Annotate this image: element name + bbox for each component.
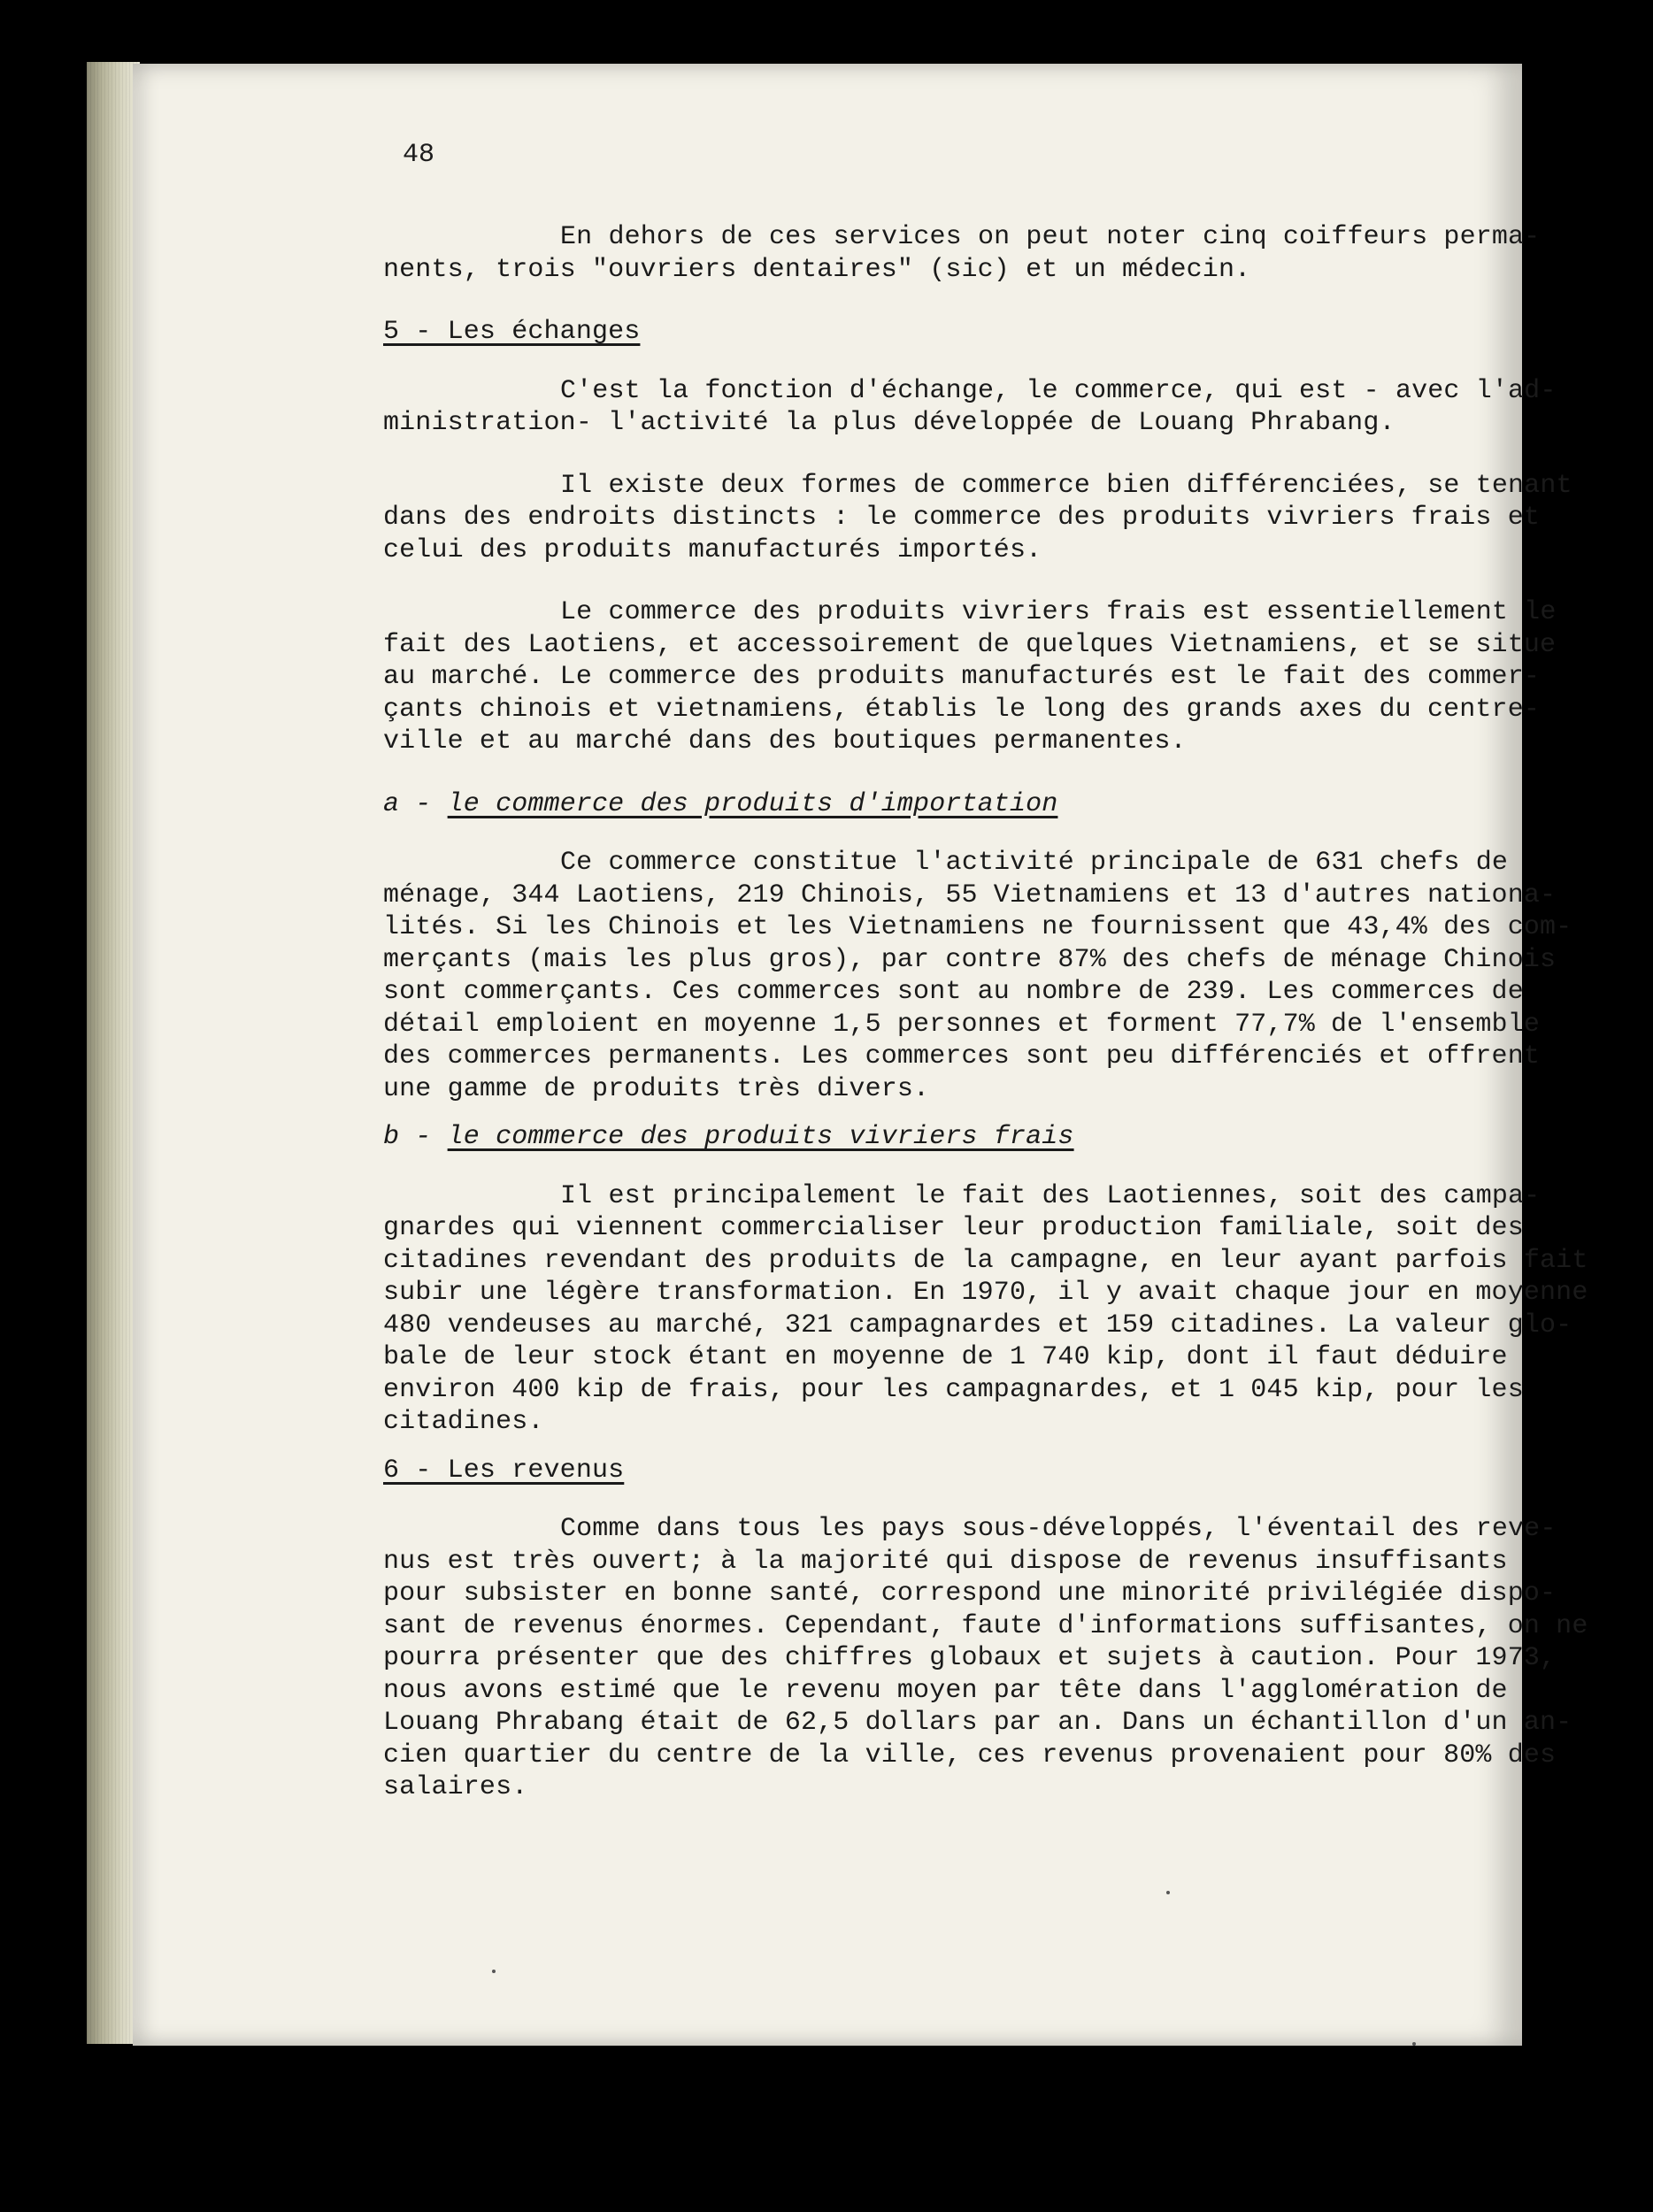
text-line: salaires. xyxy=(383,1772,528,1802)
paper-speck xyxy=(1412,2042,1416,2046)
text-line: détail emploient en moyenne 1,5 personnes et forment 77,7% de l'ensemble xyxy=(383,1009,1541,1040)
text-line: lités. Si les Chinois et les Vietnamiens ne fournissent que 43,4% des com- xyxy=(383,912,1572,942)
subheading-letter: b - xyxy=(383,1122,432,1152)
text-line: En dehors de ces services on peut noter cinq coiffeurs perma- xyxy=(560,222,1541,252)
text-line: Il existe deux formes de commerce bien différenciées, se tenant xyxy=(560,470,1572,501)
text-line: nous avons estimé que le revenu moyen par tête dans l'agglomération de xyxy=(383,1675,1508,1706)
section-heading-revenus: 6 - Les revenus xyxy=(383,1455,625,1486)
text-line: sant de revenus énormes. Cependant, faute d'informations suffisantes, on ne xyxy=(383,1610,1588,1641)
text-line: merçants (mais les plus gros), par contre 87% des chefs de ménage Chinois xyxy=(383,944,1557,975)
text-line: une gamme de produits très divers. xyxy=(383,1073,930,1104)
paragraph xyxy=(383,1513,1588,1804)
paragraph xyxy=(383,1180,1588,1439)
text-line: Ce commerce constitue l'activité principale de 631 chefs de xyxy=(560,848,1509,878)
text-line: environ 400 kip de frais, pour les campagnardes, et 1 045 kip, pour les xyxy=(383,1374,1524,1405)
subheading-title: le commerce des produits d'importation xyxy=(447,788,1058,819)
text-line: C'est la fonction d'échange, le commerce, qui est - avec l'ad- xyxy=(560,375,1557,406)
paragraph xyxy=(383,375,1557,440)
text-line: ville et au marché dans des boutiques permanentes. xyxy=(383,726,1187,757)
paragraph xyxy=(383,847,1572,1105)
subheading-letter: a - xyxy=(383,788,432,819)
text-line: pourra présenter que des chiffres globaux et sujets à caution. Pour 1973, xyxy=(383,1643,1557,1673)
text-line: çants chinois et vietnamiens, établis le long des grands axes du centre- xyxy=(383,694,1541,725)
text-line: Il est principalement le fait des Laotiennes, soit des campa- xyxy=(560,1180,1541,1211)
paragraph xyxy=(383,596,1557,758)
text-line: gnardes qui viennent commercialiser leur production familiale, soit des xyxy=(383,1213,1524,1243)
text-line: Louang Phrabang était de 62,5 dollars par an. Dans un échantillon d'un an- xyxy=(383,1708,1572,1738)
page-body xyxy=(383,221,1588,1834)
paper-speck xyxy=(1166,1891,1170,1894)
text-line: citadines. xyxy=(383,1407,544,1437)
page-number: 48 xyxy=(403,140,435,170)
text-line: cien quartier du centre de la ville, ces revenus provenaient pour 80% des xyxy=(383,1740,1557,1770)
text-line: fait des Laotiens, et accessoirement de quelques Vietnamiens, et se situe xyxy=(383,629,1557,660)
text-line: nus est très ouvert; à la majorité qui dispose de revenus insuffisants xyxy=(383,1546,1508,1577)
text-line: dans des endroits distincts : le commerce des produits vivriers frais et xyxy=(383,503,1541,533)
text-line: sont commerçants. Ces commerces sont au nombre de 239. Les commerces de xyxy=(383,977,1524,1007)
text-line: subir une légère transformation. En 1970, il y avait chaque jour en moyenne xyxy=(383,1278,1588,1308)
text-line: ménage, 344 Laotiens, 219 Chinois, 55 Vietnamiens et 13 d'autres nationa- xyxy=(383,879,1557,910)
text-line: ministration- l'activité la plus développée de Louang Phrabang. xyxy=(383,408,1395,438)
text-line: Le commerce des produits vivriers frais est essentiellement le xyxy=(560,597,1557,627)
text-line: Comme dans tous les pays sous-développés, l'éventail des reve- xyxy=(560,1514,1557,1544)
text-line: 480 vendeuses au marché, 321 campagnardes et 159 citadines. La valeur glo- xyxy=(383,1310,1572,1340)
text-line: nents, trois "ouvriers dentaires" (sic) et un médecin. xyxy=(383,254,1251,285)
paragraph xyxy=(383,470,1572,567)
text-line: bale de leur stock étant en moyenne de 1 740 kip, dont il faut déduire xyxy=(383,1342,1508,1372)
paper-speck xyxy=(492,1970,496,1973)
intro-paragraph xyxy=(383,221,1541,286)
section-heading-echanges: 5 - Les échanges xyxy=(383,317,641,347)
subheading-title: le commerce des produits vivriers frais xyxy=(447,1122,1074,1152)
text-line: celui des produits manufacturés importés. xyxy=(383,534,1042,565)
text-line: des commerces permanents. Les commerces sont peu différenciés et offrent xyxy=(383,1041,1541,1071)
text-line: citadines revendant des produits de la campagne, en leur ayant parfois fait xyxy=(383,1245,1588,1276)
text-line: pour subsister en bonne santé, correspond une minorité privilégiée dispo- xyxy=(383,1578,1557,1609)
subheading-b xyxy=(383,1121,1500,1154)
book-page-edges xyxy=(87,62,140,2044)
subheading-a xyxy=(383,788,1500,821)
text-line: au marché. Le commerce des produits manufacturés est le fait des commer- xyxy=(383,662,1541,692)
